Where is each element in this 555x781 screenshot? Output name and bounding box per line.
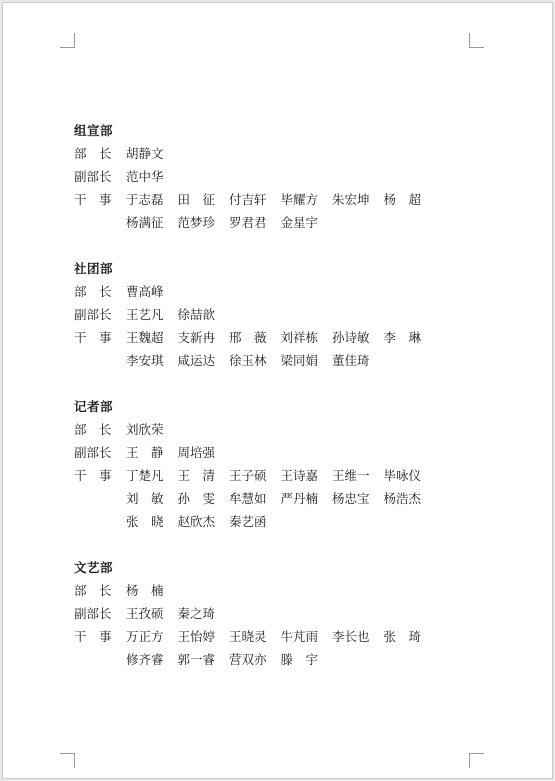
member-list xyxy=(126,579,436,602)
member-name: 张 晓 xyxy=(126,514,164,529)
role-label: 部 长 xyxy=(74,422,112,437)
member-list xyxy=(126,602,436,625)
member-name: 秦之琦 xyxy=(177,606,216,621)
member-name: 罗君君 xyxy=(229,215,267,230)
role-label: 干 事 xyxy=(74,330,112,345)
member-name: 范中华 xyxy=(126,169,164,184)
member-name: 郭一睿 xyxy=(177,652,216,667)
member-name: 付吉轩 xyxy=(229,192,267,207)
member-name: 牛芃雨 xyxy=(280,629,319,644)
member-name: 刘欣荣 xyxy=(126,422,164,437)
role-row xyxy=(74,142,474,165)
member-name: 田 征 xyxy=(177,192,216,207)
department-title: 社团部 xyxy=(74,261,114,276)
member-name: 杨浩杰 xyxy=(383,491,422,506)
member-name: 王 清 xyxy=(177,468,216,483)
member-name: 李安琪 xyxy=(126,353,164,368)
member-name: 修齐睿 xyxy=(126,652,164,667)
member-name: 王诗嘉 xyxy=(280,468,319,483)
member-name: 营双亦 xyxy=(229,652,267,667)
crop-mark-top-left xyxy=(60,33,75,48)
member-name: 邢 薇 xyxy=(229,330,267,345)
member-name: 张 琦 xyxy=(383,629,422,644)
crop-mark-top-right xyxy=(469,33,484,48)
crop-mark-bottom-right xyxy=(469,753,484,768)
member-name: 王维一 xyxy=(332,468,370,483)
member-name: 曹高峰 xyxy=(126,284,164,299)
member-name: 赵欣杰 xyxy=(177,514,216,529)
member-name: 王艺凡 xyxy=(126,307,164,322)
member-name: 徐玉林 xyxy=(229,353,267,368)
member-list xyxy=(126,280,436,303)
role-label: 副部长 xyxy=(74,307,112,322)
member-name: 李 琳 xyxy=(383,330,422,345)
member-name: 孙诗敏 xyxy=(332,330,370,345)
role-row xyxy=(74,464,474,533)
member-name: 滕 宇 xyxy=(280,652,319,667)
member-name: 董佳琦 xyxy=(332,353,370,368)
member-list xyxy=(126,464,436,533)
department-section xyxy=(74,119,474,234)
role-row xyxy=(74,326,474,372)
role-label: 副部长 xyxy=(74,606,112,621)
member-name: 刘祥栋 xyxy=(280,330,319,345)
member-name: 李长也 xyxy=(332,629,370,644)
member-name: 杨 超 xyxy=(383,192,422,207)
member-list xyxy=(126,326,436,372)
member-list xyxy=(126,441,436,464)
role-row xyxy=(74,602,474,625)
member-list xyxy=(126,142,436,165)
member-name: 金星宇 xyxy=(280,215,319,230)
member-name: 刘 敏 xyxy=(126,491,164,506)
role-label: 部 长 xyxy=(74,146,112,161)
role-label: 副部长 xyxy=(74,445,112,460)
member-list xyxy=(126,165,436,188)
member-name: 杨满征 xyxy=(126,215,164,230)
member-name: 梁同娟 xyxy=(280,353,319,368)
member-name: 杨 楠 xyxy=(126,583,164,598)
role-label: 副部长 xyxy=(74,169,112,184)
department-title: 组宣部 xyxy=(74,123,114,138)
member-name: 毕咏仪 xyxy=(383,468,422,483)
member-name: 秦艺函 xyxy=(229,514,267,529)
member-name: 王子硕 xyxy=(229,468,267,483)
document-body xyxy=(74,119,474,694)
member-name: 周培强 xyxy=(177,445,216,460)
member-list xyxy=(126,303,436,326)
member-name: 范梦珍 xyxy=(177,215,216,230)
department-section xyxy=(74,556,474,671)
member-name: 牟慧如 xyxy=(229,491,267,506)
crop-mark-bottom-left xyxy=(60,753,75,768)
department-section xyxy=(74,395,474,533)
role-row xyxy=(74,441,474,464)
member-name: 咸运达 xyxy=(177,353,216,368)
member-name: 毕耀方 xyxy=(280,192,319,207)
member-name: 王怡婷 xyxy=(177,629,216,644)
role-row xyxy=(74,188,474,234)
role-label: 干 事 xyxy=(74,192,112,207)
role-row xyxy=(74,280,474,303)
member-name: 严丹楠 xyxy=(280,491,319,506)
member-name: 胡静文 xyxy=(126,146,164,161)
member-name: 于志磊 xyxy=(126,192,164,207)
member-name: 王 静 xyxy=(126,445,164,460)
role-label: 部 长 xyxy=(74,284,112,299)
role-row xyxy=(74,625,474,671)
document-page xyxy=(2,2,553,779)
role-label: 干 事 xyxy=(74,629,112,644)
member-name: 徐喆歆 xyxy=(177,307,216,322)
role-row xyxy=(74,579,474,602)
member-name: 朱宏坤 xyxy=(332,192,370,207)
department-title: 记者部 xyxy=(74,399,114,414)
member-name: 王魏超 xyxy=(126,330,164,345)
member-list xyxy=(126,188,436,234)
role-label: 部 长 xyxy=(74,583,112,598)
member-name: 万正方 xyxy=(126,629,164,644)
member-list xyxy=(126,625,436,671)
member-name: 杨忠宝 xyxy=(332,491,370,506)
member-name: 王晓灵 xyxy=(229,629,267,644)
member-name: 王孜硕 xyxy=(126,606,164,621)
member-name: 丁楚凡 xyxy=(126,468,164,483)
member-name: 支新冉 xyxy=(177,330,216,345)
department-section xyxy=(74,257,474,372)
role-row xyxy=(74,418,474,441)
department-title: 文艺部 xyxy=(74,560,114,575)
role-row xyxy=(74,165,474,188)
role-label: 干 事 xyxy=(74,468,112,483)
member-name: 孙 雯 xyxy=(177,491,216,506)
role-row xyxy=(74,303,474,326)
member-list xyxy=(126,418,436,441)
